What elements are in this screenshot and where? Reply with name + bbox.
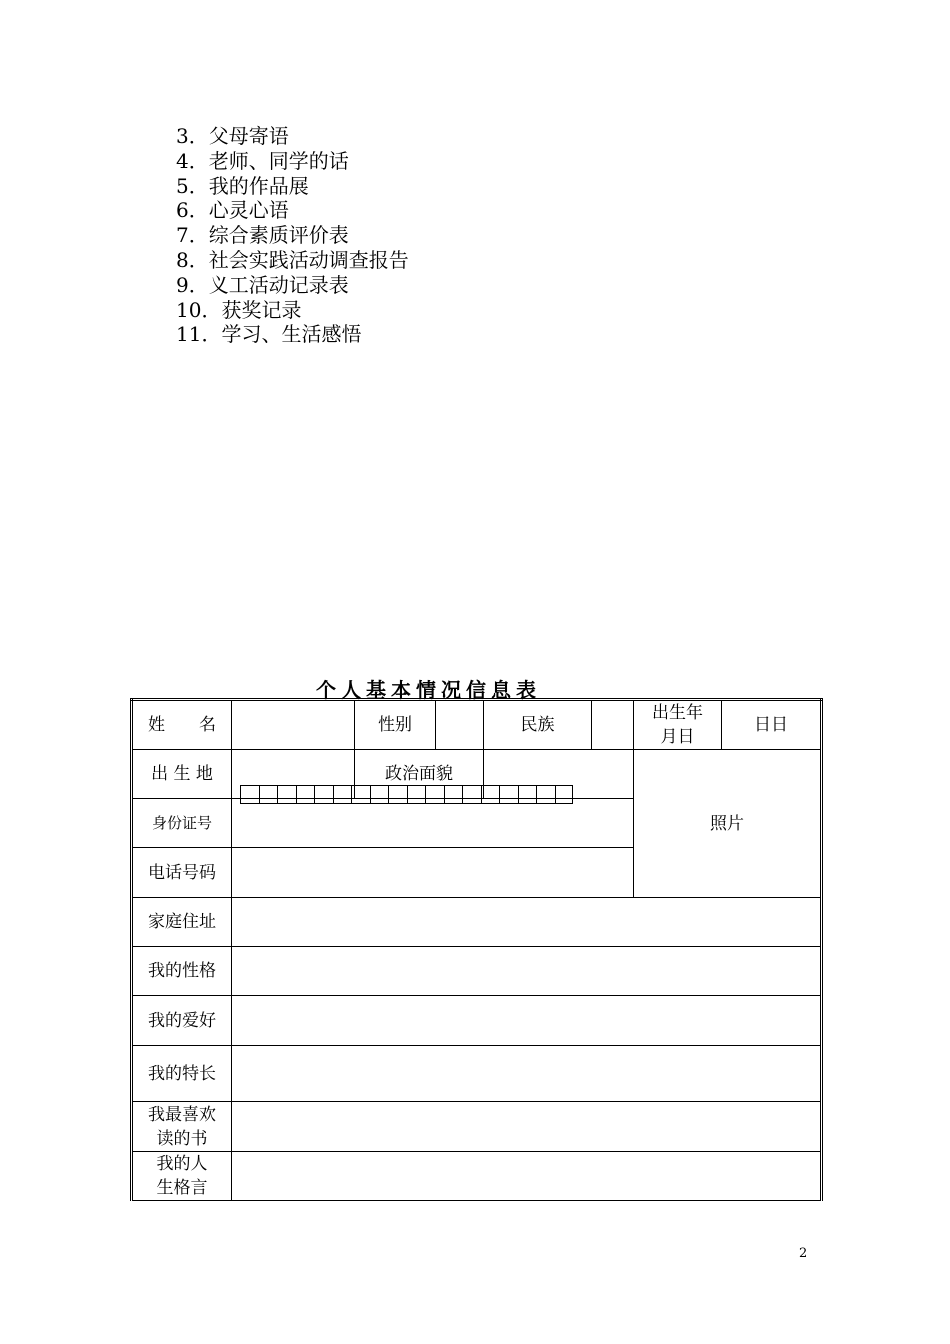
item-text: 我的作品展: [208, 173, 309, 198]
gender-label: 性别: [355, 700, 436, 750]
list-item: [176, 198, 409, 223]
phone-label: 电话号码: [132, 848, 232, 898]
motto-label-line1: 我的人: [156, 1154, 208, 1174]
life-motto-label: [132, 1152, 232, 1201]
book-label-line2: 读的书: [156, 1128, 208, 1149]
id-digit-box[interactable]: [407, 785, 426, 804]
list-item: [176, 174, 409, 199]
ethnicity-field[interactable]: [592, 700, 634, 750]
item-number: 7．: [176, 223, 209, 248]
id-digit-box[interactable]: [370, 785, 389, 804]
list-item: [176, 298, 409, 323]
birth-label-line1: 出生年: [652, 703, 703, 723]
contents-list: [176, 124, 409, 347]
id-digit-box[interactable]: [388, 785, 407, 804]
talent-label: 我的特长: [132, 1046, 232, 1102]
id-digit-box[interactable]: [462, 785, 481, 804]
id-digit-box[interactable]: [259, 785, 278, 804]
hobby-field[interactable]: [232, 996, 822, 1046]
id-digit-box[interactable]: [351, 785, 370, 804]
favorite-book-label: [132, 1102, 232, 1152]
id-digit-box[interactable]: [536, 785, 555, 804]
item-number: 4．: [176, 148, 209, 173]
gender-field[interactable]: [436, 700, 484, 750]
birth-date-label: [634, 700, 722, 750]
id-digit-box[interactable]: [499, 785, 518, 804]
photo-box: 照片: [634, 750, 822, 898]
id-digit-box[interactable]: [518, 785, 537, 804]
life-motto-field[interactable]: [232, 1152, 822, 1201]
talent-field[interactable]: [232, 1046, 822, 1102]
item-text: 获奖记录: [221, 297, 302, 322]
id-number-label: 身份证号: [132, 799, 232, 848]
address-label: 家庭住址: [132, 898, 232, 947]
ethnicity-label: 民族: [484, 700, 592, 750]
item-number: 5．: [176, 173, 209, 198]
birth-date-field[interactable]: 日日: [722, 700, 822, 750]
personality-label: 我的性格: [132, 947, 232, 996]
favorite-book-field[interactable]: [232, 1102, 822, 1152]
item-text: 学习、生活感悟: [221, 322, 362, 347]
id-digit-box[interactable]: [425, 785, 444, 804]
book-label-line1: 我最喜欢: [148, 1104, 216, 1125]
address-field[interactable]: [232, 898, 822, 947]
id-digit-box[interactable]: [444, 785, 463, 804]
id-number-field[interactable]: [232, 799, 634, 848]
hobby-label: 我的爱好: [132, 996, 232, 1046]
id-digit-box[interactable]: [314, 785, 333, 804]
id-digit-box[interactable]: [296, 785, 315, 804]
id-digit-box[interactable]: [277, 785, 296, 804]
item-text: 老师、同学的话: [208, 148, 349, 173]
personal-info-table: [130, 698, 823, 1201]
name-field[interactable]: [232, 700, 355, 750]
list-item: [176, 223, 409, 248]
birth-label-line2: 月日: [660, 727, 695, 747]
list-item: [176, 322, 409, 347]
name-label: 姓 名: [132, 700, 232, 750]
list-item: [176, 124, 409, 149]
item-text: 心灵心语: [208, 198, 289, 223]
id-digit-box[interactable]: [555, 785, 574, 804]
item-number: 3．: [176, 124, 209, 148]
item-number: 6．: [176, 198, 209, 223]
item-number: 10．: [176, 297, 222, 322]
phone-field[interactable]: [232, 848, 634, 898]
table-title: 个人基本情况信息表: [316, 678, 541, 702]
list-item: [176, 248, 409, 273]
item-text: 社会实践活动调查报告: [208, 247, 409, 272]
item-text: 父母寄语: [208, 124, 289, 148]
id-digit-box[interactable]: [481, 785, 500, 804]
item-text: 综合素质评价表: [208, 223, 349, 248]
list-item: [176, 149, 409, 174]
id-digit-box[interactable]: [240, 785, 259, 804]
item-text: 义工活动记录表: [208, 272, 349, 297]
item-number: 8．: [176, 247, 209, 272]
birthplace-label: 出 生 地: [132, 750, 232, 799]
political-status-label: 政治面貌: [355, 750, 484, 799]
page-number: 2: [799, 1246, 808, 1261]
id-digit-boxes[interactable]: [240, 785, 633, 804]
id-digit-box[interactable]: [333, 785, 352, 804]
motto-label-line2: 生格言: [156, 1178, 208, 1198]
item-number: 9．: [176, 272, 209, 297]
list-item: [176, 273, 409, 298]
personality-field[interactable]: [232, 947, 822, 996]
item-number: 11．: [176, 322, 222, 347]
